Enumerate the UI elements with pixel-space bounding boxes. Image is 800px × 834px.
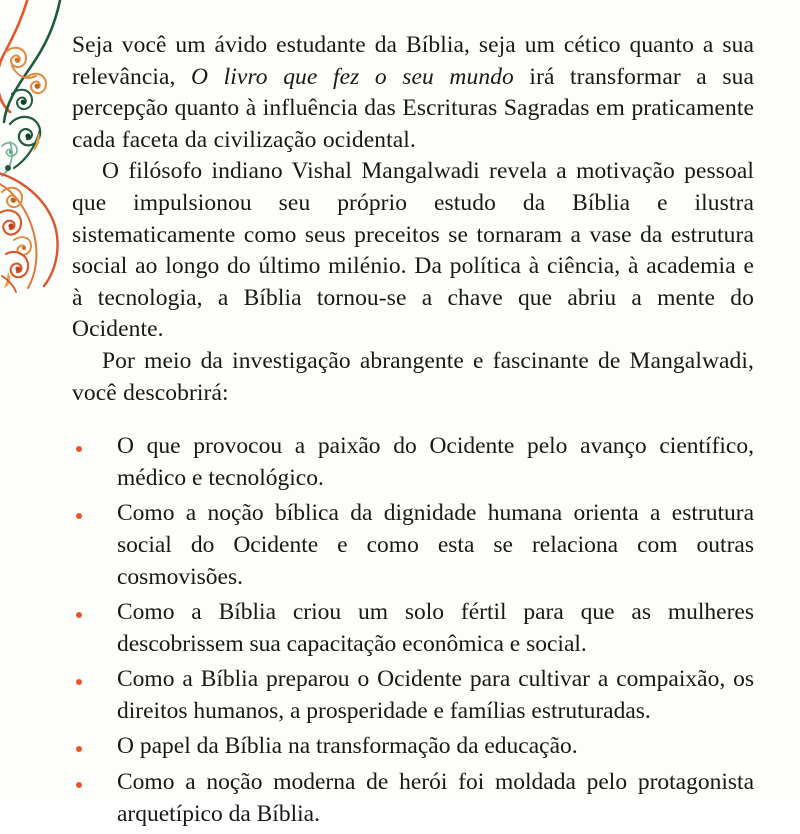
feature-list (72, 431, 754, 830)
list-item-text: Como a noção moderna de herói foi moldada pelo protagonista arquetípico da Bíblia. (117, 769, 754, 827)
bullet-dot-icon (76, 746, 82, 752)
floral-scroll-flourish-icon (0, 0, 72, 308)
paragraph-2: O filósofo indiano Vishal Mangalwadi revela a motivação pessoal que impulsionou seu próprio estudo da Bíblia e ilustra sistematicamente como seus preceitos se tornaram a vase da estrutura social ao longo do último milénio. Da política à ciência, à academia e à tecnologia, a Bíblia tornou-se a chave que abriu a mente do Ocidente. (72, 158, 754, 343)
list-item (72, 498, 754, 593)
list-item-text: O que provocou a paixão do Ocidente pelo avanço científico, médico e tecnológico. (117, 433, 754, 491)
paragraph-1 (72, 30, 754, 156)
list-item-text: Como a Bíblia preparou o Ocidente para cultivar a compaixão, os direitos humanos, a prosperidade e famílias estruturadas. (117, 666, 754, 724)
book-title-italic: O livro que fez o seu mundo (191, 63, 514, 90)
list-item (72, 767, 754, 830)
text-column (72, 30, 754, 834)
list-item-text: Como a noção bíblica da dignidade humana orienta a estrutura social do Ocidente e como esta se relaciona com outras cosmovisões. (117, 500, 754, 590)
paragraph-1-part-a: Seja você um ávido estudante da Bíblia, seja um cético quanto a sua relevância, (72, 32, 754, 90)
list-item (72, 431, 754, 494)
list-item-text: Como a Bíblia criou um solo fértil para que as mulheres descobrissem sua capacitação econômica e social. (117, 599, 754, 657)
list-item (72, 731, 754, 763)
bullet-dot-icon (76, 612, 82, 618)
list-item (72, 597, 754, 660)
list-item-text: O papel da Bíblia na transformação da educação. (117, 733, 578, 760)
paragraph-3: Por meio da investigação abrangente e fascinante de Mangalwadi, você descobrirá: (72, 347, 754, 406)
bullet-dot-icon (76, 513, 82, 519)
bullet-dot-icon (76, 679, 82, 685)
bullet-dot-icon (76, 446, 82, 452)
list-item (72, 664, 754, 727)
paragraph-1-part-b: irá transformar a sua percepção quanto à influência das Escrituras Sagradas em praticamente cada faceta da civilização ocidental. (72, 63, 754, 153)
bullet-dot-icon (76, 782, 82, 788)
list-spacer (72, 409, 754, 431)
